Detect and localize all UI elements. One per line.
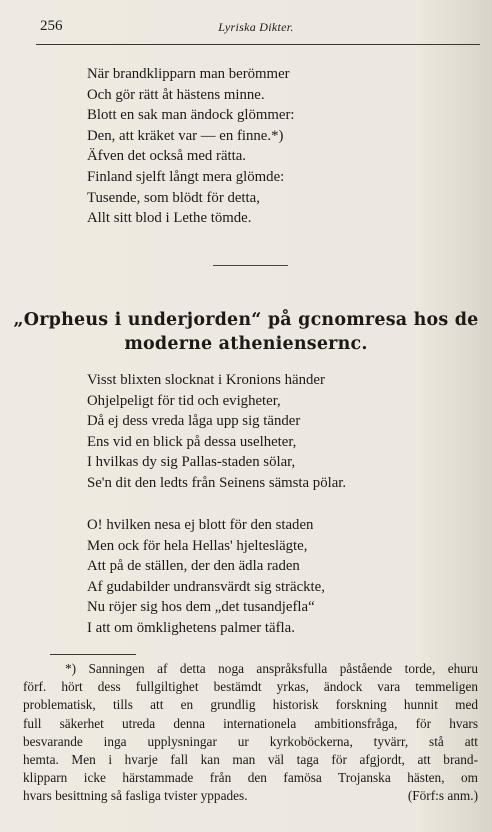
verse-line: Att på de ställen, der den ädla raden xyxy=(87,558,300,575)
poem-stanza-3 xyxy=(87,515,325,639)
poem-stanza-1 xyxy=(87,64,295,229)
poem-title xyxy=(0,308,492,356)
verse-line: Allt sitt blod i Lethe tömde. xyxy=(87,210,252,227)
footnote-last-line xyxy=(23,787,478,805)
footnote-attribution: (Förf:s anm.) xyxy=(407,788,478,804)
running-title: Lyriska Dikter. xyxy=(218,20,294,34)
verse-line: När brandklipparn man berömmer xyxy=(87,66,290,82)
verse-line: Och gör rätt åt hästens minne. xyxy=(87,86,265,103)
verse-line: Nu röjer sig hos dem „det tusandjefla“ xyxy=(87,599,315,616)
verse-line: Men ock för hela Hellas' hjelteslägte, xyxy=(87,537,308,554)
poem-stanza-2 xyxy=(87,370,346,494)
page-number: 256 xyxy=(40,18,63,34)
footnote-line: *) Sanningen af detta noga anspråksfulla påstående torde, ehuru xyxy=(65,661,478,676)
footnote xyxy=(23,660,478,806)
poem-title-line-2: moderne atheniensernc. xyxy=(124,334,368,354)
verse-line: Tusende, som blödt för detta, xyxy=(87,189,260,206)
verse-line: Den, att kräket var — en finne.*) xyxy=(87,127,284,144)
footnote-line: förf. hört dess fullgiltighet bestämdt yrkas, ändock vara temmeligen xyxy=(23,679,478,695)
verse-line: I hvilkas dy sig Pallas-staden sölar, xyxy=(87,454,296,471)
section-divider xyxy=(213,265,288,266)
footnote-line: hemta. Men i hvarje fall kan man väl taga för afgjordt, att brand- xyxy=(23,752,478,768)
verse-line: Ohjelpeligt för tid och evigheter, xyxy=(87,392,281,409)
verse-line: Finland sjelft långt mera glömde: xyxy=(87,168,285,185)
verse-line: O! hvilken nesa ej blott för den staden xyxy=(87,517,314,533)
header-rule xyxy=(36,44,480,45)
footnote-line: problematisk, tills att en grundlig historisk forskning hunnit med xyxy=(23,697,478,713)
verse-line: I att om ömklighetens palmer täfla. xyxy=(87,619,295,636)
verse-line: Af gudabilder undransvärdt sig sträckte, xyxy=(87,578,325,595)
verse-line: Då ej dess vreda låga upp sig tänder xyxy=(87,413,301,430)
verse-line: Blott en sak man ändock glömmer: xyxy=(87,107,295,124)
footnote-rule xyxy=(50,654,136,655)
verse-line: Ens vid en blick på dessa uselheter, xyxy=(87,433,297,450)
footnote-line: full säkerhet utreda denna internationela ambitionsfråga, för hvars xyxy=(23,715,478,731)
footnote-line: klipparn icke härstammade från den famösa Trojanska hästen, om xyxy=(23,770,478,786)
poem-title-line-1: „Orpheus i underjorden“ på gcnomresa hos de xyxy=(13,310,479,330)
footnote-line: besvarande inga upplysningar ur kyrkoböckerna, tyvärr, stå att xyxy=(23,733,478,749)
footnote-line: hvars besittning så fasliga tvister yppades. xyxy=(23,788,248,804)
verse-line: Visst blixten slocknat i Kronions händer xyxy=(87,372,325,388)
page-header xyxy=(40,18,472,38)
verse-line: Äfven det också med rätta. xyxy=(87,148,247,165)
verse-line: Se'n dit den ledts från Seinens sämsta pölar. xyxy=(87,474,347,491)
